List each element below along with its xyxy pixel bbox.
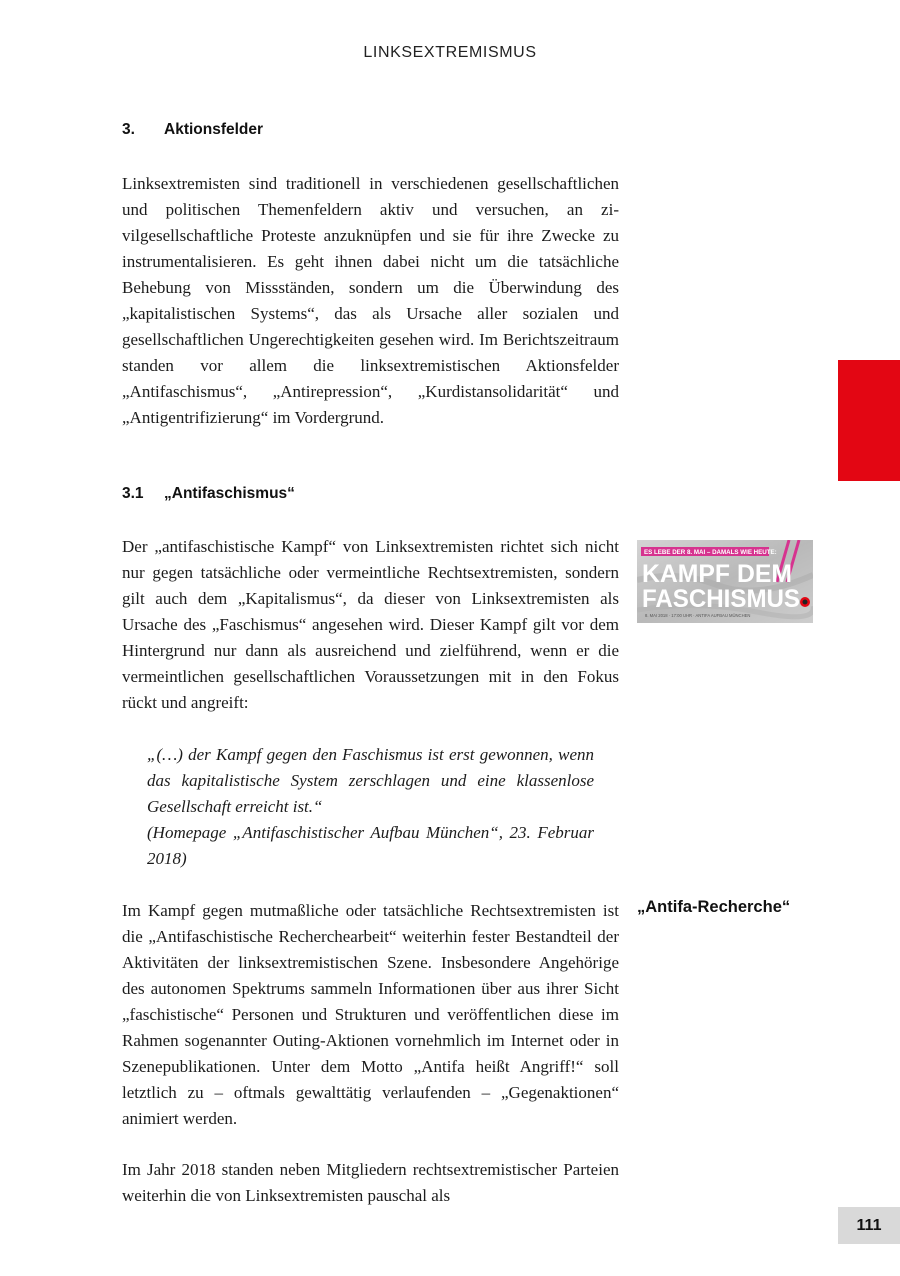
- section-number: 3.: [122, 121, 135, 138]
- section-number: 3.1: [122, 485, 144, 502]
- poster-headline-2: FASCHISMUS: [642, 585, 800, 613]
- page-number: 111: [838, 1207, 900, 1244]
- section-3-paragraph: Linksextremisten sind traditionell in verschiedenen gesellschaftlichen und politischen Themenfeldern aktiv und versuchen, an zivilgesellschaftliche Proteste anzuknüpfen und sie für ihre Zwecke zu instrumentalisieren. Es geht ihnen dabei nicht um die tatsächliche Behebung von Missständen, sondern um die Überwindung des „kapitalistischen Systems“, das als Ursache aller sozialen und gesellschaftlichen Ungerechtigkeiten gesehen wird. Im Berichtszeitraum standen vor allem die linksextremistischen Aktionsfelder „Antifaschismus“, „Antirepression“, „Kurdistansolidarität“ und „Antigentrifizierung“ im Vordergrund.: [122, 174, 619, 427]
- poster-top-line: ES LEBE DER 8. MAI – DAMALS WIE HEUTE:: [644, 549, 777, 557]
- chapter-tab-marker: [838, 360, 900, 481]
- section-title: Aktionsfelder: [164, 121, 264, 138]
- kampf-dem-faschismus-poster: [637, 540, 813, 623]
- section-heading-3: [122, 121, 263, 139]
- section-heading-3-1: [122, 485, 295, 503]
- quote-text: „(…) der Kampf gegen den Faschismus ist erst gewonnen, wenn das kapitalistische System zerschlagen und eine klassenlose Gesellschaft erreicht ist.“: [147, 745, 594, 816]
- section-title: „Antifaschismus“: [164, 485, 295, 502]
- poster-bottom-line: 8. MAI 2018 · 17:00 UHR · ANTIFA AUFBAU MÜNCHEN: [645, 613, 751, 618]
- section-3-1-paragraph-3: Im Jahr 2018 standen neben Mitgliedern rechtsextremistischer Parteien weiterhin die von Linksextremisten pauschal als: [122, 1160, 619, 1205]
- quote-source: (Homepage „Antifaschistischer Aufbau München“, 23. Februar 2018): [147, 823, 594, 868]
- poster-headline-1: KAMPF DEM: [642, 560, 792, 588]
- poster-graphic: [637, 540, 813, 623]
- section-3-1-paragraph-1: Der „antifaschistische Kampf“ von Linksextremisten richtet sich nicht nur gegen tatsächliche oder vermeintliche Rechtsextremisten, sondern gilt auch dem „Kapitalismus“, da dieser von Linksextremisten als Ursache des „Faschismus“ angesehen wird. Dieser Kampf gilt vor dem Hintergrund nur dann als ausreichend und zielführend, wenn er die vermeintlichen gesellschaftlichen Voraussetzungen mit in den Fokus rückt und angreift:: [122, 537, 619, 712]
- running-header: LINKSEXTREMISMUS: [363, 44, 537, 61]
- section-3-1-paragraph-2: Im Kampf gegen mutmaßliche oder tatsächliche Rechtsextremisten ist die „Antifaschistische Recherchearbeit“ weiterhin fester Bestandteil der Aktivitäten der linksextremistischen Szene. Insbesondere Angehörige des autonomen Spektrums sammeln Informationen über aus ihrer Sicht „faschistische“ Personen und Strukturen und veröffentlichen diese im Rahmen sogenannter Outing-Aktionen vornehmlich im Internet oder in Szenepublikationen. Unter dem Motto „Antifa heißt Angriff!“ soll letztlich zu – oftmals gewalttätig verlaufenden – „Gegenaktionen“ animiert werden.: [122, 901, 619, 1128]
- block-quote: [147, 742, 594, 872]
- margin-note: „Antifa-Recherche“: [637, 898, 791, 916]
